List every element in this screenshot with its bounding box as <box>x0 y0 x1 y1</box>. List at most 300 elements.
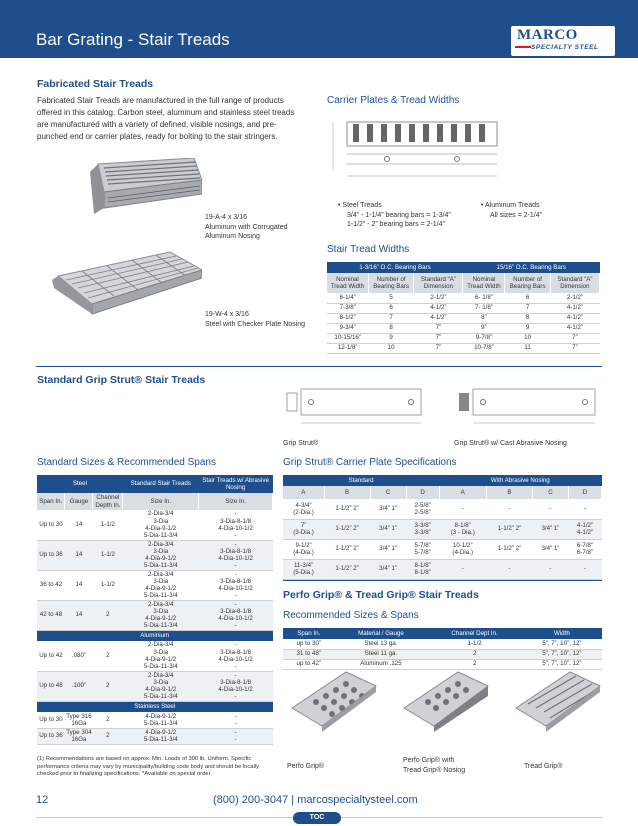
caption-line: Steel with Checker Plate Nosing <box>205 320 305 328</box>
cell-line: - <box>234 592 237 600</box>
table-row <box>283 499 602 519</box>
table-cell: 1-1/2 <box>93 570 123 600</box>
table-cell: 9” <box>463 323 505 333</box>
logo-sub: SPECIALTY STEEL <box>531 44 599 51</box>
cell-line: 5-Dia-11-3/4 <box>143 693 178 701</box>
perfo-subheading: Recommended Sizes & Spans <box>283 610 419 621</box>
sizes-footnote: (1) Recommendations are based on approx. Min. Loads of 300 lb. Uniform. Specific performance criteria may vary by municipality/building code body and should be locally checked prior to finalizing specifications. *Available on special order. <box>37 756 260 777</box>
cell-line: 8-1/8” <box>454 521 471 529</box>
table-cell: .080” <box>65 641 93 671</box>
cell-line: (4-Dia.) <box>452 549 474 556</box>
cell-line: 6-7/8” <box>576 541 594 549</box>
col-header: D <box>406 486 439 499</box>
cell-line: - <box>234 671 237 679</box>
table-row <box>37 570 273 600</box>
table-cell <box>123 540 199 570</box>
table-cell <box>568 519 601 539</box>
table-cell: 7” <box>414 343 463 353</box>
note-line: 3/4” - 1-1/4” bearing bars = 1-3/4” <box>347 211 451 219</box>
cell-line: 3-Dia <box>153 678 169 686</box>
table-cell <box>283 519 324 539</box>
cell-line: - <box>234 728 237 736</box>
col-header: Span In. <box>37 493 65 510</box>
cell-line: 3-3/8” <box>414 529 431 536</box>
cell-line: 2-Dia-3/4 <box>148 671 174 679</box>
table-cell: 1-1/2” 2” <box>324 499 370 519</box>
table-cell: 9-7/8” <box>463 333 505 343</box>
table-cell: - <box>439 499 486 519</box>
table-cell: 11 <box>505 343 550 353</box>
cell-line: 4-Dia-9-1/2 <box>145 555 177 562</box>
table-cell: 1-1/2 <box>93 510 123 540</box>
col-header: Standard “A” Dimension <box>550 273 599 293</box>
table-cell: 10-7/8” <box>463 343 505 353</box>
cell-line: 9-1/2” <box>295 541 312 549</box>
perfo-grip-image <box>286 668 378 732</box>
contact-info[interactable]: (800) 200-3047 | marcospecialtysteel.com <box>213 794 418 806</box>
table-cell: 7” <box>414 333 463 343</box>
note-line: 1-1/2” - 2” bearing bars = 2-1/4” <box>347 221 445 228</box>
col-header: Span In. <box>283 628 334 639</box>
table-cell: 5”, 7”, 10”, 12” <box>522 659 602 669</box>
cell-line: 3-Dia <box>153 607 169 615</box>
cell-line: 3-Dia <box>153 547 169 555</box>
table-cell: 6 <box>368 303 413 313</box>
table-cell: 42 to 48 <box>37 600 65 630</box>
cell-line: - <box>234 540 237 548</box>
cell-line: - <box>234 662 237 670</box>
cell-line: 2-Dia-3/4 <box>148 510 174 518</box>
table-cell: 2 <box>93 641 123 671</box>
cell-line: 2-5/8” <box>414 508 431 516</box>
cell-line: 11-3/4” <box>293 561 314 569</box>
group-header: Steel <box>37 475 123 493</box>
cell-line: - <box>234 570 237 578</box>
page-title: Bar Grating - Stair Treads <box>36 30 230 49</box>
cell-line: 2-5/8” <box>414 501 431 509</box>
section-rule <box>36 366 602 367</box>
table-cell <box>199 510 273 540</box>
table-cell: 2 <box>93 600 123 630</box>
table-cell: 5”, 7”, 10”, 12” <box>522 639 602 649</box>
table-cell: 1-1/2” 2” <box>486 539 532 559</box>
cell-line: 4-Dia-9-1/2 <box>145 728 177 736</box>
cell-line: 5-Dia-11-3/4 <box>143 719 178 727</box>
table-cell <box>123 600 199 630</box>
table-cell: Aluminum .125 <box>334 659 427 669</box>
table-cell <box>123 570 199 600</box>
tread-grip-caption: Tread Grip® <box>524 763 563 770</box>
table-cell: - <box>486 559 532 579</box>
table-row <box>283 559 602 579</box>
alu-treads-title: Aluminum Treads <box>485 202 540 209</box>
table-cell: 2 <box>93 712 123 728</box>
table-cell: - <box>532 499 568 519</box>
table-cell: Steel 11 ga. <box>334 649 427 659</box>
table-cell: 2 <box>93 671 123 701</box>
carrier-heading: Carrier Plates & Tread Widths <box>327 95 460 106</box>
cell-line: 5-7/8” <box>414 549 431 556</box>
cell-line: 2-Dia-3/4 <box>148 570 174 578</box>
table-cell <box>406 539 439 559</box>
col-header: A <box>283 486 324 499</box>
table-cell: .100” <box>65 671 93 701</box>
table-cell <box>123 712 199 728</box>
steel-treads-note: • Steel Treads 3/4” - 1-1/4” bearing bars = 1-3/4” 1-1/2” - 2” bearing bars = 2-1/4” <box>338 202 451 228</box>
table-row <box>327 333 600 343</box>
cell-line: 6-7/8” <box>576 549 594 556</box>
table-cell: 5”, 7”, 10”, 12” <box>522 649 602 659</box>
cell-line: 3-Dia <box>153 648 169 656</box>
col-header: Channel Dept In. <box>427 628 521 639</box>
table-cell: up to 30” <box>283 639 334 649</box>
cell-line: 4-Dia-9-1/2 <box>145 524 177 532</box>
table-cell: 3/4” 1” <box>532 539 568 559</box>
table-cell: 4-1/2” <box>550 303 599 313</box>
table-cell: 31 to 48” <box>283 649 334 659</box>
table-cell: 9 <box>368 333 413 343</box>
col-header: C <box>370 486 406 499</box>
table-cell: up to 42” <box>283 659 334 669</box>
cell-line: 4-Dia-9-1/2 <box>145 615 177 622</box>
caption-line: Tread Grip® Nosing <box>403 766 466 774</box>
table-cell: Up to 48 <box>37 671 65 701</box>
table-cell <box>406 519 439 539</box>
cell-line: 4-Dia-9-1/2 <box>145 655 177 663</box>
tread-grip-image <box>510 668 602 732</box>
table-cell: 8” <box>463 313 505 323</box>
cell-line: 5-Dia-11-3/4 <box>143 562 178 570</box>
table-cell <box>199 570 273 600</box>
group-header: Aluminium <box>37 630 273 641</box>
group-header: Standard <box>283 475 439 486</box>
table-cell <box>199 540 273 570</box>
col-header: Nominal Tread Width <box>327 273 368 293</box>
table-cell: 1-1/2 <box>93 540 123 570</box>
group-header: Standard Stair Treads <box>123 475 199 493</box>
cell-line: 3-Dia-8-1/8 <box>220 607 252 615</box>
table-cell: 9-3/4” <box>327 323 368 333</box>
table-cell <box>283 559 324 579</box>
table-cell: 6- 1/8” <box>463 293 505 303</box>
cell-line: 4-1/2” <box>576 529 594 536</box>
aluminum-tread-image <box>90 158 202 216</box>
table-row <box>283 519 602 539</box>
col-header: Gauge <box>65 493 93 510</box>
cell-line: 3-Dia-8-1/8 <box>220 678 252 686</box>
table-cell: 1-1/2” 2” <box>324 519 370 539</box>
table-cell: Steel 13 ga. <box>334 639 427 649</box>
cell-line: 2-Dia-3/4 <box>148 600 174 608</box>
cell-line: 4-Dia-10-1/2 <box>218 585 253 592</box>
col-header: Number of Bearing Bars <box>505 273 550 293</box>
group-header: Stair Treads w/ Abrasive Nosing <box>199 475 273 493</box>
table-cell: 7 <box>368 313 413 323</box>
page-footer <box>0 794 638 826</box>
table-cell: 1-1/2” 2” <box>486 519 532 539</box>
cell-line: 7” <box>300 521 307 529</box>
gripstrut-abrasive-caption: Grip Strut® w/ Cast Abrasive Nosing <box>454 440 567 447</box>
alu-treads-note: • Aluminum Treads All sizes = 2-1/4” <box>481 202 542 219</box>
fabricated-heading: Fabricated Stair Treads <box>37 78 154 90</box>
cell-line: 3-Dia-8-1/8 <box>220 547 252 555</box>
table-cell <box>199 728 273 744</box>
table-cell: Type 304 16Ga <box>66 728 92 743</box>
table-cell: 14 <box>65 600 93 630</box>
caption-line: Aluminum with Corrugated <box>205 223 288 231</box>
table-row <box>283 649 602 659</box>
cell-line: (2-Dia.) <box>293 508 314 516</box>
cell-line: 10-1/2” <box>452 541 473 549</box>
table-cell: 8 <box>368 323 413 333</box>
aluminum-tread-caption <box>205 213 287 242</box>
cell-line: 8-1/8” <box>414 569 431 576</box>
cell-line: - <box>234 693 237 701</box>
table-cell: 5 <box>368 293 413 303</box>
col-header: A <box>439 486 486 499</box>
cell-line: - <box>234 622 237 630</box>
table-cell: 3/4” 1” <box>370 519 406 539</box>
table-cell: 7” <box>414 323 463 333</box>
col-header: Material / Gauge <box>334 628 427 639</box>
cell-line: 3-Dia <box>153 577 169 585</box>
cell-line: - <box>234 531 237 539</box>
col-header: B <box>486 486 532 499</box>
marco-logo[interactable] <box>511 26 615 56</box>
table-cell: 3/4” 1” <box>370 559 406 579</box>
perfo-table <box>283 628 602 670</box>
col-header: D <box>568 486 601 499</box>
table-row <box>327 313 600 323</box>
table-cell: 9 <box>505 323 550 333</box>
table-row <box>37 641 273 671</box>
table-cell <box>123 641 199 671</box>
table-cell <box>199 712 273 728</box>
table-cell: 1-1/2” 2” <box>324 539 370 559</box>
table-cell: Type 316 16Ga <box>66 712 92 727</box>
cell-line: - <box>234 736 237 743</box>
table-cell: 2-1/2” <box>414 293 463 303</box>
table-cell: 1-1/2 <box>427 639 521 649</box>
table-cell <box>406 499 439 519</box>
toc-button[interactable]: TOC <box>293 812 341 824</box>
table-cell: 14 <box>65 540 93 570</box>
sizes-heading: Standard Sizes & Recommended Spans <box>37 457 216 468</box>
caption-line: Perfo Grip® with <box>403 757 455 764</box>
tread-widths-table <box>327 262 600 354</box>
table-cell <box>439 519 486 539</box>
table-row <box>37 728 273 744</box>
col-header: Size In. <box>199 493 273 510</box>
col-header: Channel Depth In. <box>93 493 123 510</box>
col-header: Standard “A” Dimension <box>414 273 463 293</box>
group-header: 1-3/16” O.C. Bearing Bars <box>327 262 463 273</box>
table-cell: 12-1/8” <box>327 343 368 353</box>
table-cell: 7-3/8” <box>327 303 368 313</box>
section-rule <box>283 580 602 581</box>
col-header: B <box>324 486 370 499</box>
cell-line: 5-Dia-11-3/4 <box>143 622 178 630</box>
col-header: Number of Bearing Bars <box>368 273 413 293</box>
steel-tread-image <box>52 248 202 316</box>
table-row <box>327 343 600 353</box>
table-cell: - <box>568 559 601 579</box>
table-cell <box>123 510 199 540</box>
perfo-tread-grip-image <box>398 668 490 732</box>
table-cell <box>199 671 273 701</box>
cell-line: 5-Dia-11-3/4 <box>143 736 178 743</box>
cell-line: - <box>234 600 237 608</box>
table-row <box>327 303 600 313</box>
carrier-spec-table <box>283 475 602 580</box>
note-line: All sizes = 2-1/4” <box>490 211 542 219</box>
cell-line: (5-Dia.) <box>293 569 314 576</box>
col-header: Size In. <box>123 493 199 510</box>
cell-line: 5-Dia-11-3/4 <box>143 592 178 600</box>
cell-line: 3-Dia-8-1/8 <box>220 517 252 525</box>
cell-line: - <box>234 641 237 649</box>
table-row <box>327 293 600 303</box>
table-row <box>327 323 600 333</box>
steel-tread-caption <box>205 310 305 329</box>
table-row <box>283 639 602 649</box>
cell-line: 4-1/2” <box>576 521 594 529</box>
cell-line: 3-Dia-8-1/8 <box>220 648 252 656</box>
cell-line: 4-Dia-10-1/2 <box>218 655 253 663</box>
cell-line: 4-3/4” <box>295 501 312 509</box>
table-cell: 14 <box>65 570 93 600</box>
cell-line: 8-1/8” <box>414 561 431 569</box>
table-cell: 10 <box>368 343 413 353</box>
caption-line: 19-A-4 x 3/16 <box>205 214 248 221</box>
cell-line: 4-Dia-10-1/2 <box>218 524 253 532</box>
cell-line: (3-Dia.) <box>293 529 314 536</box>
cell-line: 4-Dia-9-1/2 <box>145 585 177 592</box>
cell-line: 4-Dia-9-1/2 <box>145 686 177 693</box>
widths-heading: Stair Tread Widths <box>327 244 410 255</box>
table-cell: Up to 42 <box>37 641 65 671</box>
table-cell: Up to 36 <box>37 540 65 570</box>
table-cell: 10 <box>505 333 550 343</box>
carrier-plate-drawing <box>327 110 507 188</box>
group-header: With Abrasive Nosing <box>439 475 601 486</box>
table-cell: 10-15/16” <box>327 333 368 343</box>
table-cell: 2 <box>427 659 521 669</box>
table-cell <box>283 539 324 559</box>
fabricated-text: Fabricated Stair Treads are manufactured in the full range of products offered in this catalog. Carbon steel, aluminum and stainless steel treads are manufactured with a variety of defined, visible nosings, and pre-punched end or carrier plates, ready for bolting to the stair stringers. <box>37 96 295 141</box>
table-cell: 2 <box>93 728 123 744</box>
cell-line: - <box>234 510 237 518</box>
table-cell: - <box>568 499 601 519</box>
sizes-table <box>37 475 273 745</box>
cell-line: 3-Dia-8-1/8 <box>220 577 252 585</box>
caption-line: Aluminum Nosing <box>205 233 260 240</box>
gripstrut-drawing <box>283 383 603 433</box>
table-cell: 4-1/2” <box>550 323 599 333</box>
table-cell: 7- 1/8” <box>463 303 505 313</box>
table-cell <box>568 539 601 559</box>
table-row <box>37 540 273 570</box>
table-cell <box>123 728 199 744</box>
cell-line: 5-Dia-11-3/4 <box>143 531 178 539</box>
col-header: Nominal Tread Width <box>463 273 505 293</box>
table-cell <box>199 600 273 630</box>
table-cell: 8 <box>505 313 550 323</box>
cell-line: 4-Dia-10-1/2 <box>218 555 253 562</box>
table-cell: 36 to 42 <box>37 570 65 600</box>
cell-line: (3 - Dia.) <box>450 529 475 536</box>
cell-line: 5-7/8” <box>414 541 431 549</box>
gripstrut-caption: Grip Strut® <box>283 440 319 447</box>
table-cell: Up to 30 <box>37 510 65 540</box>
page-header <box>0 0 638 58</box>
table-cell <box>123 671 199 701</box>
cell-line: 2-Dia-3/4 <box>148 540 174 548</box>
table-cell: 4-1/2” <box>550 313 599 323</box>
table-cell: 7 <box>505 303 550 313</box>
table-cell: 3/4” 1” <box>532 519 568 539</box>
table-cell: 2-1/2” <box>550 293 599 303</box>
perfo-grip-caption: Perfo Grip® <box>287 763 325 770</box>
table-cell <box>439 539 486 559</box>
table-row <box>37 510 273 540</box>
logo-swoosh <box>515 46 531 48</box>
group-header: Stainless Steel <box>37 701 273 712</box>
page-number: 12 <box>36 794 49 806</box>
table-cell: Up to 30 <box>37 712 65 728</box>
steel-treads-title: Steel Treads <box>342 202 382 209</box>
cell-line: - <box>234 712 237 720</box>
cell-line: (4-Dia.) <box>293 549 314 556</box>
table-cell: 6 <box>505 293 550 303</box>
cell-line: 3-3/8” <box>414 521 431 529</box>
table-cell <box>199 641 273 671</box>
table-cell: 14 <box>65 510 93 540</box>
perfo-tread-grip-caption <box>403 756 465 775</box>
table-cell: 1-1/2” 2” <box>324 559 370 579</box>
table-cell <box>283 499 324 519</box>
table-row <box>37 671 273 701</box>
table-cell: 8-1/2” <box>327 313 368 323</box>
cell-line: - <box>234 562 237 570</box>
cell-line: 5-Dia-11-3/4 <box>143 662 178 670</box>
table-cell: 3/4” 1” <box>370 499 406 519</box>
cell-line: 2-Dia-3/4 <box>148 641 174 649</box>
gripstrut-heading: Standard Grip Strut® Stair Treads <box>37 374 206 386</box>
cell-line: 3-Dia <box>153 517 169 525</box>
caption-line: 19-W-4 x 3/16 <box>205 311 249 318</box>
table-cell: - <box>486 499 532 519</box>
cell-line: 4-Dia-10-1/2 <box>218 615 253 622</box>
table-cell <box>406 559 439 579</box>
table-cell: 3/4” 1” <box>370 539 406 559</box>
col-header: Width <box>522 628 602 639</box>
cell-line: 4-Dia-10-1/2 <box>218 686 253 693</box>
table-row <box>283 539 602 559</box>
table-cell: 4-1/2” <box>414 313 463 323</box>
col-header: C <box>532 486 568 499</box>
table-row <box>37 600 273 630</box>
cell-line: - <box>234 719 237 727</box>
table-cell: 7” <box>550 343 599 353</box>
table-cell: 7” <box>550 333 599 343</box>
group-header: 15/16” O.C. Bearing Bars <box>463 262 600 273</box>
table-cell: Up to 36 <box>37 728 65 744</box>
table-cell: - <box>532 559 568 579</box>
table-cell: 6-1/4” <box>327 293 368 303</box>
cell-line: 4-Dia-9-1/2 <box>145 712 177 720</box>
logo-name: MARCO <box>517 27 578 43</box>
